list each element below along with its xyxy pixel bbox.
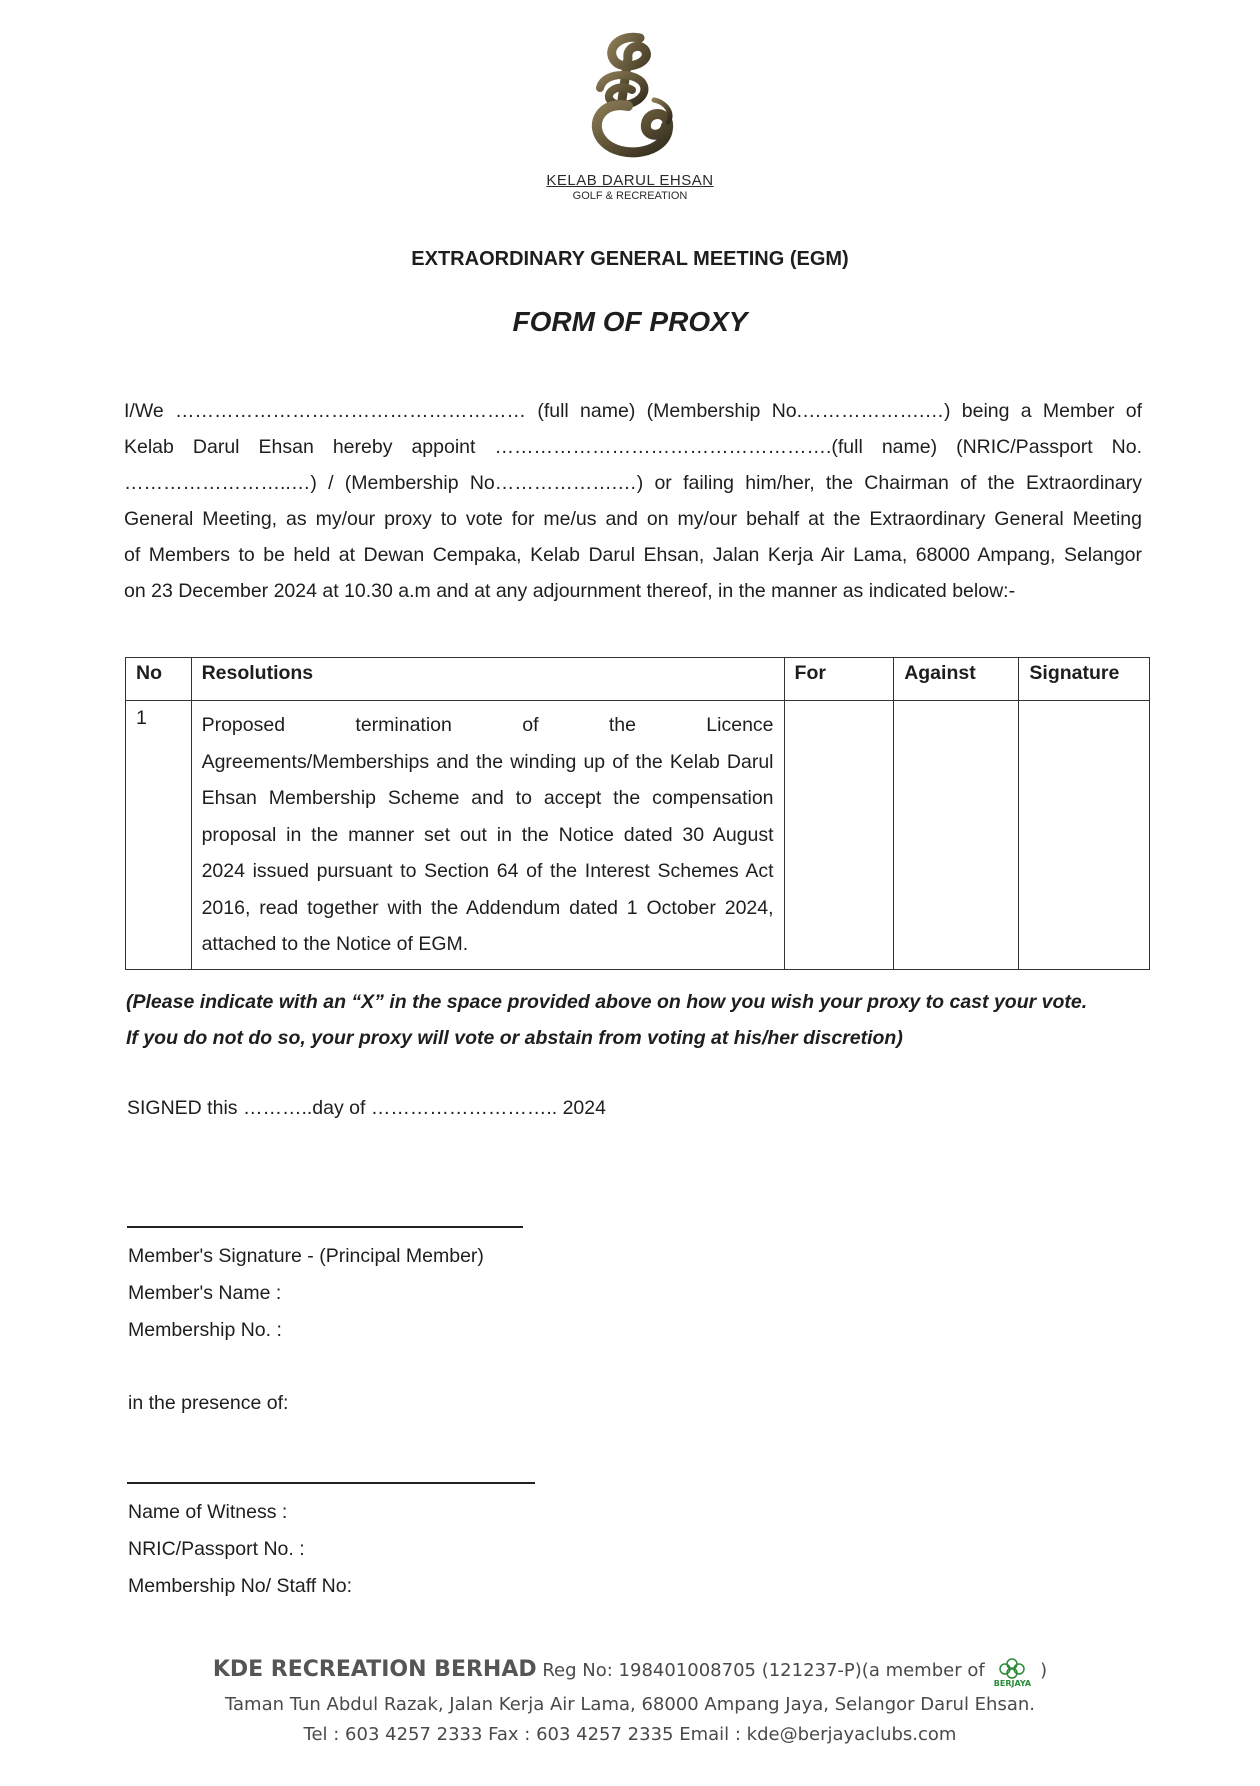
form-title: FORM OF PROXY: [512, 306, 748, 337]
resolution-text-body: Agreements/Memberships and the winding up of the Kelab Darul Ehsan Membership Scheme and to accept the compensation proposal in the manner set out in the Notice dated 30 August 2024 issued pursuant to Section 64 of the Interest Schemes Act 2016, read together with the Addendum dated 1 October 2024, attached to the Notice of EGM.: [201, 750, 774, 955]
presence-label: in the presence of:: [128, 1392, 289, 1414]
footer-close-paren: ): [1040, 1660, 1048, 1681]
club-logo: [540, 30, 720, 230]
member-name-label: Member's Name :: [128, 1282, 282, 1304]
footer-company-name: KDE RECREATION BERHAD: [212, 1657, 537, 1682]
witness-name-label: Name of Witness :: [128, 1501, 288, 1523]
vote-signature-cell[interactable]: [1019, 701, 1150, 970]
resolution-text-first-line: Proposed termination of the Licence: [201, 714, 774, 736]
paragraph-line: Kelab Darul Ehsan hereby appoint …………………………………………….(full name) (NRIC/Passport No.: [124, 436, 1142, 458]
witness-nric-label: NRIC/Passport No. :: [128, 1538, 305, 1560]
header-signature: Signature: [1019, 658, 1150, 701]
resolution-text: [191, 701, 784, 970]
logo-tagline: GOLF & RECREATION: [572, 190, 688, 202]
paragraph-line: of Members to be held at Dewan Cempaka, Kelab Darul Ehsan, Jalan Kerja Air Lama, 68000 Ampang, Selangor: [124, 544, 1142, 566]
resolutions-table: [125, 657, 1150, 970]
signed-date-line: SIGNED this ………..day of ……………………….. 2024: [127, 1097, 606, 1119]
footer-address: Taman Tun Abdul Razak, Jalan Kerja Air Lama, 68000 Ampang Jaya, Selangor Darul Ehsan.: [224, 1694, 1035, 1715]
paragraph-line: ……………………..…) / (Membership No……………….…) or failing him/her, the Chairman of the Extraordinary: [124, 472, 1142, 494]
footer-reg-number: Reg No: 198401008705 (121237-P)(a member of: [542, 1660, 985, 1681]
note-line: If you do not do so, your proxy will vote or abstain from voting at his/her discretion): [126, 1027, 903, 1049]
member-membership-label: Membership No. :: [128, 1319, 282, 1341]
paragraph-line: General Meeting, as my/our proxy to vote for me/us and on my/our behalf at the Extraordinary General Meeting: [124, 508, 1142, 530]
vote-against-cell[interactable]: [894, 701, 1019, 970]
header-against: Against: [894, 658, 1019, 701]
logo-club-name: KELAB DARUL EHSAN: [546, 172, 714, 189]
paragraph-line: on 23 December 2024 at 10.30 a.m and at any adjournment thereof, in the manner as indicated below:-: [124, 580, 1016, 602]
witness-signature-line: [127, 1482, 535, 1484]
header-resolutions: Resolutions: [191, 658, 784, 701]
berjaya-logo: [992, 1656, 1032, 1686]
footer-contact: Tel : 603 4257 2333 Fax : 603 4257 2335 Email : kde@berjayaclubs.com: [303, 1724, 957, 1745]
member-signature-line: [127, 1226, 523, 1228]
instruction-note: [126, 984, 1156, 1056]
berjaya-flower-icon: [992, 1656, 1032, 1680]
table-row: [126, 701, 1150, 970]
meeting-title: EXTRAORDINARY GENERAL MEETING (EGM): [411, 248, 849, 270]
note-line: (Please indicate with an “X” in the space provided above on how you wish your proxy to cast your vote.: [126, 991, 1088, 1013]
table-header-row: [126, 658, 1150, 701]
member-signature-label: Member's Signature - (Principal Member): [128, 1245, 484, 1267]
appointment-paragraph: [124, 393, 1142, 609]
paragraph-line: I/We ……………………………………………… (full name) (Membership No.……………….…) being a Member of: [124, 400, 1142, 422]
header-for: For: [784, 658, 894, 701]
footer-company-line: [0, 1656, 1260, 1686]
witness-membership-label: Membership No/ Staff No:: [128, 1575, 352, 1597]
header-no: No: [126, 658, 192, 701]
kde-monogram-icon: [570, 30, 690, 170]
vote-for-cell[interactable]: [784, 701, 894, 970]
berjaya-wordmark: BERJAYA: [993, 1679, 1032, 1688]
resolution-number: 1: [126, 701, 192, 970]
